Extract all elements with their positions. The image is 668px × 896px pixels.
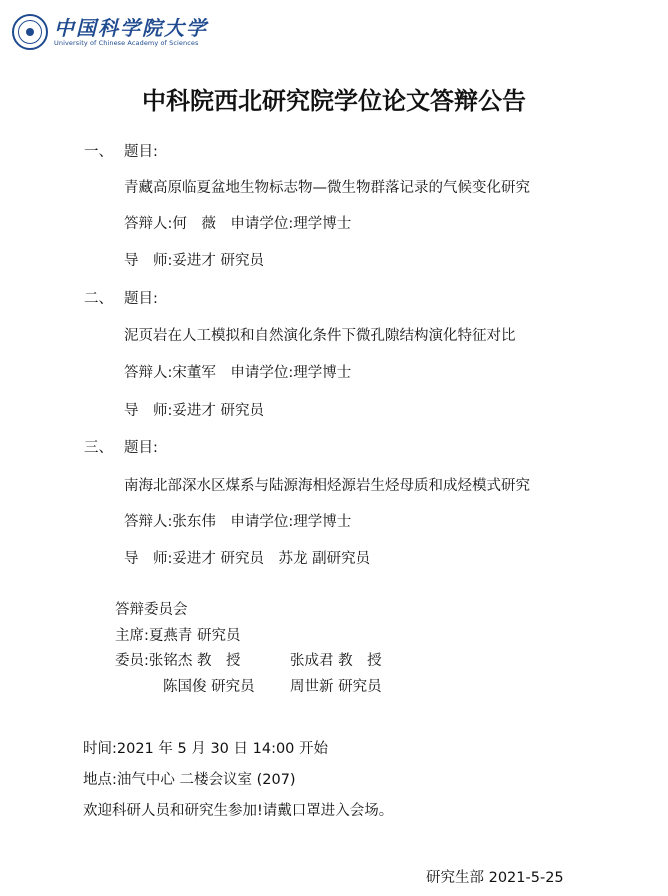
item-3-candidate: 答辩人:张东伟 申请学位:理学博士 (124, 514, 352, 530)
committee-chair: 主席:夏燕青 研究员 (115, 628, 241, 644)
logo-text (54, 17, 208, 48)
item-2-index: 二、 (84, 291, 113, 307)
item-3-topic: 南海北部深水区煤系与陆源海相烃源岩生烃母质和成烃模式研究 (124, 478, 530, 494)
logo-name-en: University of Chinese Academy of Sciences (54, 38, 199, 47)
committee-member-1: 委员:张铭杰 教 授 (115, 653, 241, 669)
committee-member-3: 陈国俊 研究员 (163, 679, 255, 695)
item-2-topic: 泥页岩在人工模拟和自然演化条件下微孔隙结构演化特征对比 (124, 328, 516, 344)
committee-member-2: 张成君 教 授 (290, 653, 382, 669)
meeting-location: 地点:油气中心 二楼会议室 (207) (83, 772, 296, 788)
item-2-advisor: 导 师:妥进才 研究员 (124, 403, 264, 419)
signature-date: 研究生部 2021-5-25 (426, 870, 564, 886)
ucas-logo (12, 14, 208, 50)
ucas-seal-icon (12, 14, 48, 50)
item-3-advisor: 导 师:妥进才 研究员 苏龙 副研究员 (124, 551, 371, 567)
item-1-index: 一、 (84, 144, 113, 160)
item-1-topic: 青藏高原临夏盆地生物标志物—微生物群落记录的气候变化研究 (124, 180, 530, 196)
item-1-topic-label: 题目: (124, 144, 158, 160)
item-1-candidate: 答辩人:何 薇 申请学位:理学博士 (124, 216, 352, 232)
item-2-candidate: 答辩人:宋董军 申请学位:理学博士 (124, 365, 352, 381)
item-1-advisor: 导 师:妥进才 研究员 (124, 253, 264, 269)
committee-member-4: 周世新 研究员 (290, 679, 382, 695)
welcome-note: 欢迎科研人员和研究生参加!请戴口罩进入会场。 (83, 803, 394, 819)
item-3-topic-label: 题目: (124, 440, 158, 456)
item-2-topic-label: 题目: (124, 291, 158, 307)
logo-name-cn: 中国科学院大学 (54, 15, 208, 40)
page-title: 中科院西北研究院学位论文答辩公告 (142, 87, 526, 115)
committee-heading: 答辩委员会 (115, 602, 188, 618)
item-3-index: 三、 (84, 440, 113, 456)
meeting-time: 时间:2021 年 5 月 30 日 14:00 开始 (83, 741, 329, 757)
